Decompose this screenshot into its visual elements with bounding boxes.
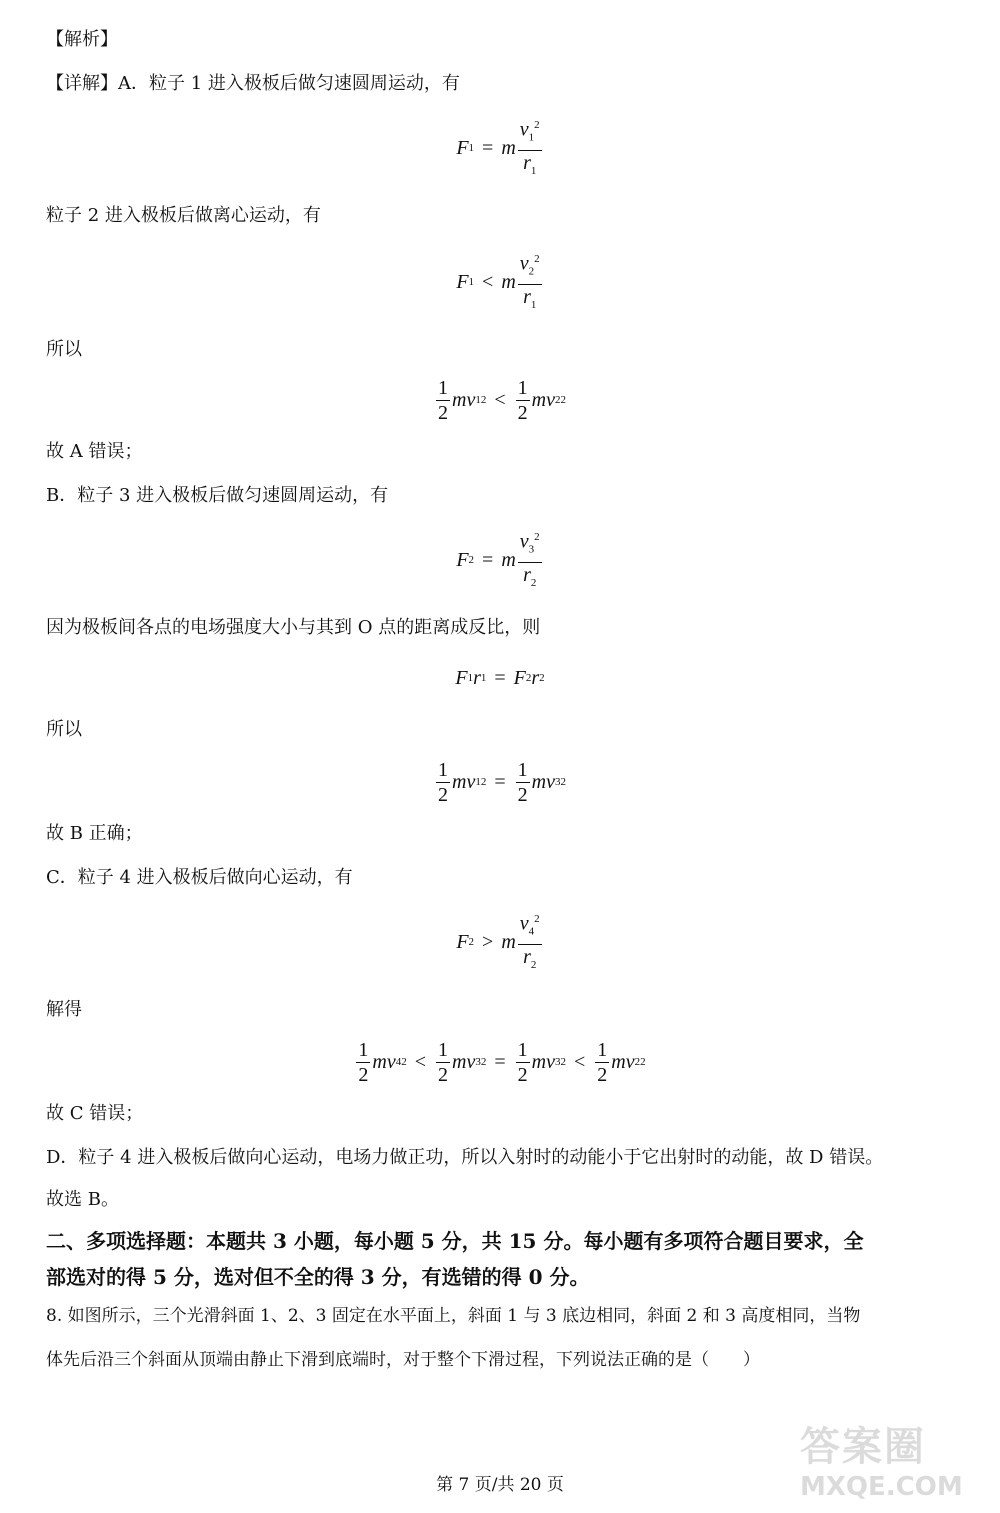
equation-1: F 1 = m $\frac{v_1^2}{r_1}$ [0, 118, 1000, 178]
suoyi-1: 所以 [46, 339, 82, 360]
equation-5: F 1 r 1 = F 2 r 2 [455, 666, 545, 689]
jiexi-label: 【解析】 [46, 29, 118, 50]
equation-6: $\frac{1}{2}$ mv 1 2 = $\frac{1}{2}$ mv 3 2 [438, 758, 566, 806]
equation-8: $\frac{1}{2}$ mv 4 2 < $\frac{1}{2}$ mv 3 2 = $\frac{1}{2}$ mv 3 2 < $\frac{1}{2}$ mv 2 2 [358, 1038, 646, 1086]
choose-b: 故选 B。 [46, 1189, 119, 1210]
equation-4: F 2 = m $\frac{v_3^2}{r_2}$ [0, 530, 1000, 590]
b-intro: B．粒子 3 进入极板后做匀速圆周运动，有 [46, 485, 389, 506]
watermark-top: 答案圈 [800, 1424, 926, 1470]
jiede-text: 解得 [46, 999, 82, 1020]
inverse-text: 因为极板间各点的电场强度大小与其到 O 点的距离成反比，则 [46, 617, 541, 638]
b-right: 故 B 正确； [46, 823, 143, 844]
detail-a-text: 【详解】A．粒子 1 进入极板后做匀速圆周运动，有 [46, 73, 460, 94]
page-footer: 第 7 页/共 20 页 [436, 1475, 564, 1495]
c-intro: C．粒子 4 进入极板后做向心运动，有 [46, 867, 353, 888]
equation-3: $\frac{1}{2}$ mv 1 2 < $\frac{1}{2}$ mv 2 2 [438, 376, 566, 424]
section-title-line1: 二、多项选择题：本题共 3 小题，每小题 5 分，共 15 分。每小题有多项符合题目要求，全 [46, 1229, 864, 1253]
a-wrong: 故 A 错误； [46, 441, 143, 462]
c-wrong: 故 C 错误； [46, 1103, 144, 1124]
particle2-text: 粒子 2 进入极板后做离心运动，有 [46, 205, 321, 226]
question-8-line1: 8. 如图所示，三个光滑斜面 1、2、3 固定在水平面上，斜面 1 与 3 底边相同，斜面 2 和 3 高度相同，当物 [46, 1306, 861, 1326]
suoyi-2: 所以 [46, 719, 82, 740]
watermark-bottom: MXQE.COM [800, 1472, 963, 1502]
section-title-line2: 部选对的得 5 分，选对但不全的得 3 分，有选错的得 0 分。 [46, 1265, 590, 1289]
equation-7: F 2 > m $\frac{v_4^2}{r_2}$ [0, 912, 1000, 972]
d-text: D．粒子 4 进入极板后做向心运动，电场力做正功，所以入射时的动能小于它出射时的动能，故 D 错误。 [46, 1147, 884, 1168]
equation-2: F 1 < m $\frac{v_2^2}{r_1}$ [0, 252, 1000, 312]
question-8-line2: 体先后沿三个斜面从顶端由静止下滑到底端时，对于整个下滑过程，下列说法正确的是（ ） [46, 1350, 760, 1370]
